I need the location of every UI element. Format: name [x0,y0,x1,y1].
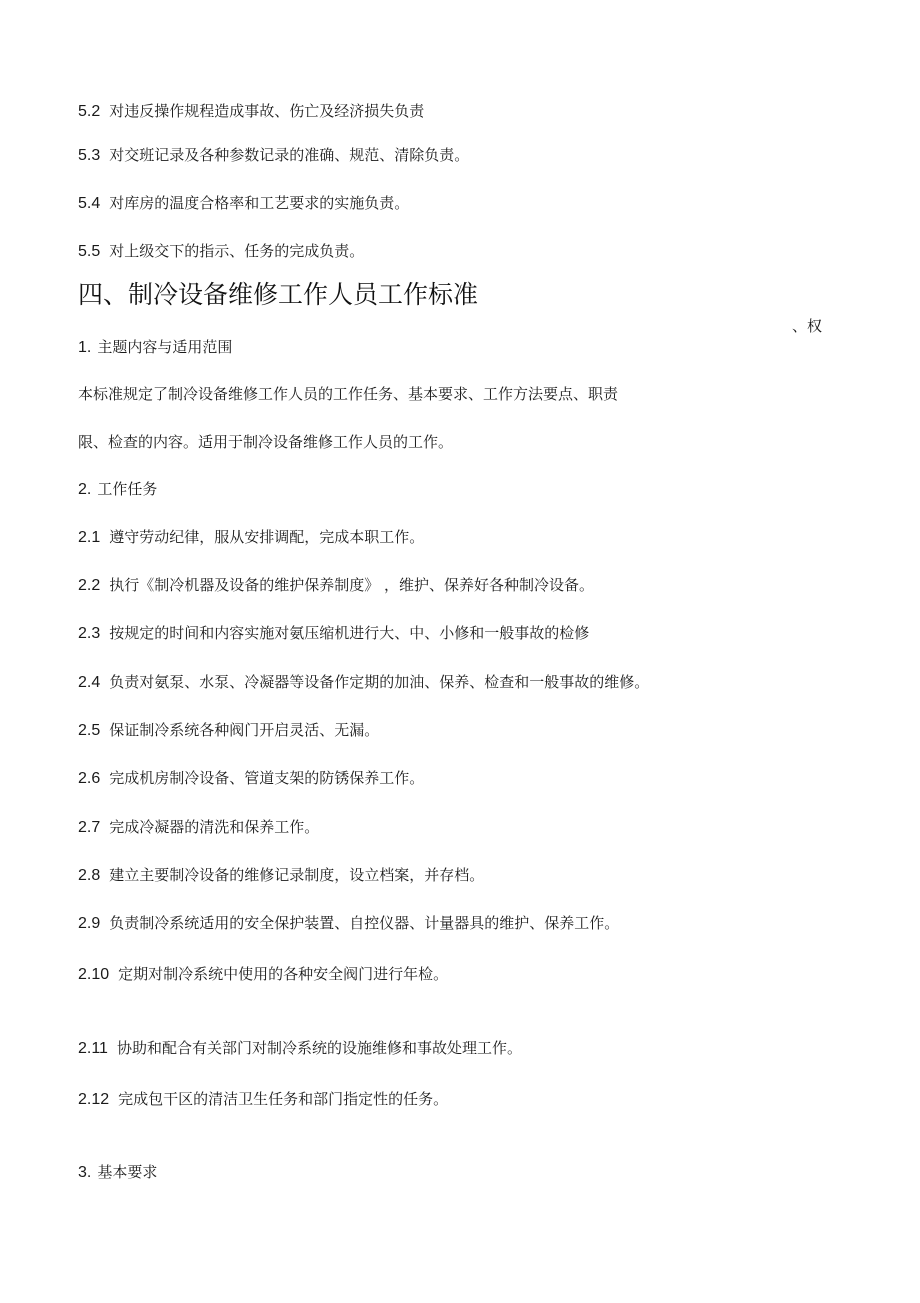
item-number: 2.7 [78,819,101,836]
section-title: 工作任务 [97,480,158,498]
list-item [78,193,409,214]
item-text: 建立主要制冷设备的维修记录制度，设立档案，并存档。 [109,866,485,884]
section-number: 1. [78,339,92,356]
item-text: 负责制冷系统适用的安全保护装置、自控仪器、计量器具的维护、保养工作。 [109,914,620,932]
item-number: 2.1 [78,529,101,546]
item-text: 对上级交下的指示、任务的完成负责。 [109,242,365,260]
list-item [78,623,589,644]
item-text: 对违反操作规程造成事故、伤亡及经济损失负责 [109,102,425,120]
list-item [78,817,319,838]
list-item [78,768,424,789]
list-item [78,913,619,934]
item-text: 完成冷凝器的清洗和保养工作。 [109,818,320,836]
subsection-title [78,479,157,500]
list-item [78,145,469,166]
list-item [78,964,448,985]
list-item [78,720,379,741]
item-number: 2.3 [78,625,101,642]
item-number: 2.4 [78,674,101,691]
section-title: 基本要求 [97,1163,158,1181]
item-text: 遵守劳动纪律，服从安排调配，完成本职工作。 [109,528,425,546]
item-text: 执行《制冷机器及设备的维护保养制度》 ，维护、保养好各种制冷设备。 [109,576,595,594]
item-text: 对库房的温度合格率和工艺要求的实施负责。 [109,194,410,212]
item-number: 2.10 [78,966,110,983]
paragraph-line: 本标准规定了制冷设备维修工作人员的工作任务、基本要求、工作方法要点、职责 [78,385,619,403]
stray-text-fragment: 、权 [792,317,823,335]
list-item [78,1038,522,1059]
paragraph-line: 限、检查的内容。适用于制冷设备维修工作人员的工作。 [78,433,454,451]
section-number: 2. [78,481,92,498]
item-number: 2.6 [78,770,101,787]
item-number: 2.11 [78,1040,108,1057]
item-number: 2.2 [78,577,101,594]
section-heading: 四、制冷设备维修工作人员工作标准 [78,280,479,309]
item-text: 定期对制冷系统中使用的各种安全阀门进行年检。 [118,965,449,983]
item-number: 5.4 [78,195,101,212]
list-item [78,672,649,693]
item-number: 2.9 [78,915,101,932]
list-item [78,527,424,548]
item-text: 完成包干区的清洁卫生任务和部门指定性的任务。 [118,1090,449,1108]
item-text: 对交班记录及各种参数记录的准确、规范、清除负责。 [109,146,470,164]
list-item [78,865,484,886]
list-item [78,241,364,262]
item-text: 按规定的时间和内容实施对氨压缩机进行大、中、小修和一般事故的检修 [109,624,590,642]
list-item [78,575,594,596]
subsection-title [78,337,232,358]
section-number: 3. [78,1164,92,1181]
item-text: 完成机房制冷设备、管道支架的防锈保养工作。 [109,769,425,787]
list-item [78,1089,448,1110]
item-text: 保证制冷系统各种阀门开启灵活、无漏。 [109,721,380,739]
item-text: 负责对氨泵、水泵、冷凝器等设备作定期的加油、保养、检查和一般事故的维修。 [109,673,650,691]
item-number: 5.3 [78,147,101,164]
item-number: 5.5 [78,243,101,260]
subsection-title [78,1162,157,1183]
item-number: 2.12 [78,1091,110,1108]
item-number: 5.2 [78,103,101,120]
list-item [78,101,424,122]
section-title: 主题内容与适用范围 [97,338,233,356]
item-number: 2.8 [78,867,101,884]
item-text: 协助和配合有关部门对制冷系统的设施维修和事故处理工作。 [116,1039,522,1057]
item-number: 2.5 [78,722,101,739]
